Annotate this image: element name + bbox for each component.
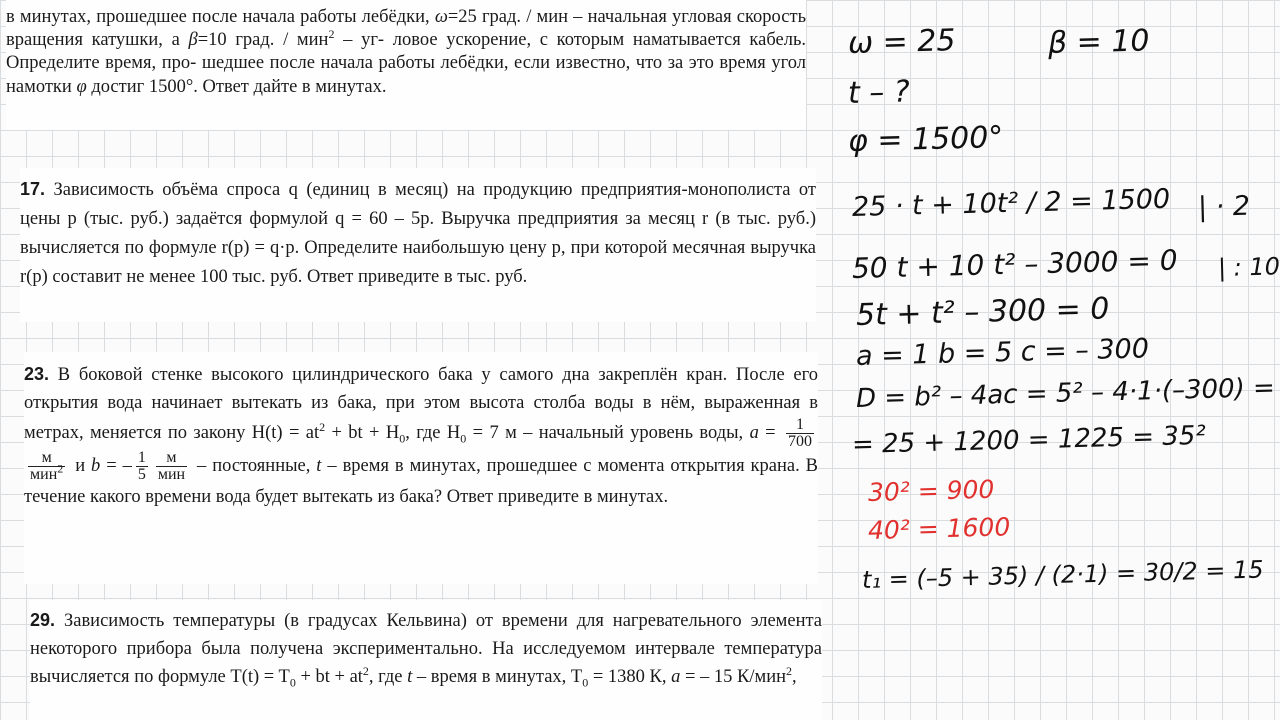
- problem-16-tail: [6, 0, 806, 130]
- hw-beta: β = 10: [1047, 23, 1150, 61]
- omega-symbol: ω: [434, 7, 448, 27]
- hw-equation-1: 25 · t + 10t² / 2 = 1500: [851, 183, 1171, 223]
- b-equals: = –: [100, 455, 132, 476]
- hw-coefficients: a = 1 b = 5 c = – 300: [855, 333, 1150, 372]
- p16-line1b: =25 град. / мин –: [447, 7, 583, 27]
- p16-line5: намотки: [6, 76, 77, 97]
- problem-23-constants: – постоянные,: [191, 455, 317, 476]
- problem-29-intro: Зависимость температуры (в градусах Кельвина) от времени для нагревательного элемента некоторого прибора была получена экспериментально. На исследуемом интервале температура вычисляется по формуле: [30, 611, 822, 687]
- p16-line1: в минутах, прошедшее после начала работы лебёдки,: [6, 7, 435, 27]
- height-formula: $H(t) = at^2$ + bt + $H_0$, где $H_0 = 7$ м – начальный уровень воды,: [251, 419, 750, 446]
- b-symbol: b: [91, 455, 101, 476]
- problem-23-text: [24, 360, 818, 511]
- problem-29: [30, 600, 822, 720]
- hw-multiply-2: | · 2: [1197, 190, 1251, 223]
- problem-17-text: [20, 175, 816, 292]
- p16-line2: начальная угловая скорость вращения катушки, а: [6, 7, 807, 51]
- hw-square-40: 40² = 1600: [867, 512, 1011, 545]
- a-fraction: $\frac{1}{700}$: [788, 416, 812, 450]
- temperature-formula: $T(t) = T_0$ + bt + $at^2$, где t – время в минутах, $T_0 = 1380$ К, a = – 15 К/мин$^2$,: [230, 663, 797, 690]
- p16-line4: шедшее после начала работы лебёдки, если известно, что за это время угол: [201, 53, 806, 74]
- problem-29-text: [30, 606, 822, 691]
- p16-line3: ловое ускорение, с которым наматывается кабель. Определите время, про-: [6, 30, 807, 74]
- hw-t-unknown: t – ?: [847, 74, 911, 111]
- problem-17-body: Зависимость объёма спроса q (единиц в месяц) на продукцию предприятия-монополиста от цены p (тыс. руб.) задаётся формулой q = 60 – 5p. Выручка предприятия за месяц r (в тыс. руб.) вычисляется по формуле r(p) = q·p. Определите наибольшую цену p, при которой месячная выручка r(p) составит не менее 100 тыс. руб. Ответ приведите в тыс. руб.: [20, 180, 817, 287]
- problem-17: [20, 168, 816, 322]
- problem-17-number: 17.: [20, 179, 46, 199]
- handwritten-solution: [822, 0, 1280, 720]
- p16-line2b: =10 град. / мин: [197, 30, 329, 51]
- problem-23-number: 23.: [24, 364, 50, 384]
- hw-equation-3: 5t + t² – 300 = 0: [855, 291, 1110, 333]
- hw-equation-2: 50 t + 10 t² – 3000 = 0: [851, 243, 1178, 285]
- unit-fraction-2: $\frac{м}{\text{мин}}$: [157, 449, 186, 483]
- hw-square-30: 30² = 900: [867, 474, 995, 507]
- p16-line5b: достиг 1500°. Ответ дайте в минутах.: [86, 76, 387, 97]
- b-fraction: $\frac{1}{5}$: [137, 449, 146, 483]
- hw-root-1: t₁ = (–5 + 35) / (2·1) = 30/2 = 15: [861, 555, 1264, 594]
- p16-line2c: – уг-: [334, 30, 385, 51]
- hw-divide-10: | : 10: [1217, 252, 1280, 282]
- beta-symbol: β: [188, 30, 198, 51]
- t-symbol: t: [316, 455, 322, 476]
- problem-23-question: – время в минутах, прошедшее с момента открытия крана. В течение какого времени вода будет вытекать из бака? Ответ приведите в минутах.: [24, 455, 818, 507]
- hw-omega: ω = 25: [847, 23, 956, 61]
- a-symbol: a: [749, 422, 759, 443]
- problem-16-text: в минутах, прошедшее после начала работы лебёдки, ω=25 град. / мин – начальная угловая скорость вращения катушки, а β=10 град. / мин$^2$ – уг- ловое ускорение, с которым наматывается кабель. Определите время, про- шедшее после начала работы лебёдки, если известно, что за это время угол намотки φ достиг 1500°. Ответ дайте в минутах.: [6, 7, 807, 97]
- hw-phi: φ = 1500°: [847, 119, 1004, 159]
- problem-23: [24, 352, 818, 584]
- hw-discriminant: D = b² – 4ac = 5² – 4·1·(–300) =: [855, 373, 1276, 414]
- hw-discriminant-value: = 25 + 1200 = 1225 = 35²: [851, 420, 1207, 460]
- problem-23-intro: В боковой стенке высокого цилиндрического бака у самого дна закреплён кран. После его открытия вода начинает вытекать из бака, при этом высота столба воды в нём, выраженная в метрах, меняется по закону: [24, 365, 819, 443]
- and-word: и: [69, 455, 86, 476]
- phi-symbol: φ: [76, 76, 87, 97]
- problem-29-number: 29.: [30, 610, 56, 630]
- unit-fraction-1: $\frac{м}{мин^2}$: [30, 449, 64, 483]
- a-equals: =: [758, 422, 782, 443]
